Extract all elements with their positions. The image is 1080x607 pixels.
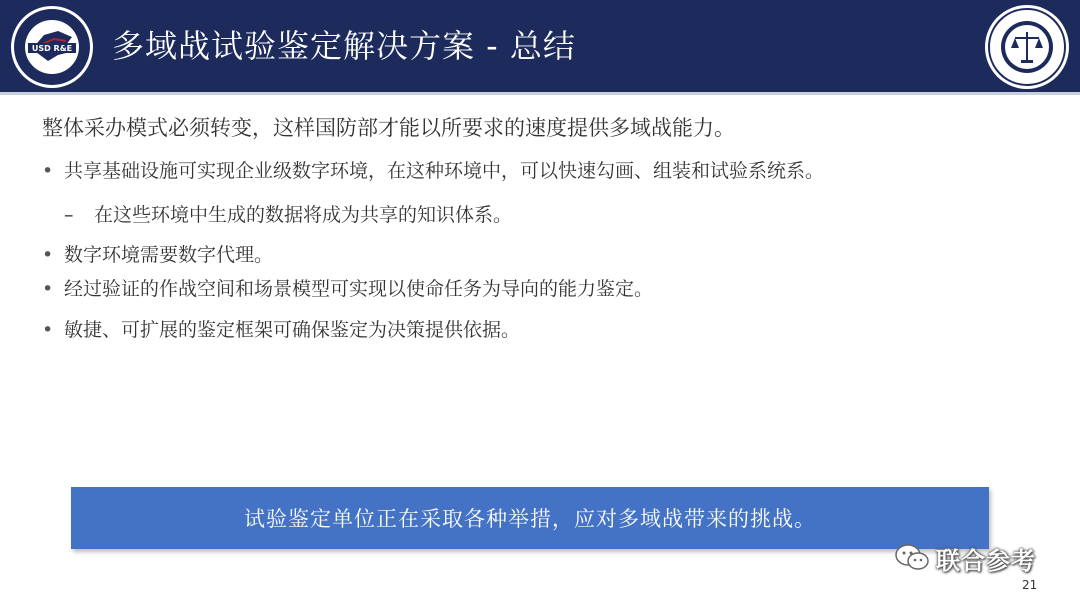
watermark-text: 联合参考 [936, 546, 1036, 575]
sub-bullet-item [64, 200, 512, 230]
dash-symbol: – [64, 204, 74, 226]
svg-text:USD R&E: USD R&E [31, 44, 73, 53]
slide-title: 多域战试验鉴定解决方案 - 总结 [112, 27, 576, 65]
bullet-item [42, 240, 273, 270]
sub-bullet-text: 在这些环境中生成的数据将成为共享的知识体系。 [94, 204, 513, 226]
lead-statement: 整体采办模式必须转变，这样国防部才能以所要求的速度提供多域战能力。 [42, 116, 735, 140]
watermark [894, 540, 1036, 576]
page-number: 21 [1022, 578, 1038, 592]
bullet-symbol: • [42, 278, 54, 300]
bullet-text: 经过验证的作战空间和场景模型可实现以使命任务为导向的能力鉴定。 [64, 278, 654, 300]
bullet-text: 数字环境需要数字代理。 [64, 244, 274, 266]
bullet-text: 敏捷、可扩展的鉴定框架可确保鉴定为决策提供依据。 [64, 319, 521, 341]
callout-text: 试验鉴定单位正在采取各种举措，应对多域战带来的挑战。 [244, 507, 816, 531]
wechat-icon [894, 543, 930, 573]
bullet-item [42, 274, 653, 304]
callout-box [71, 487, 989, 549]
bullet-item [42, 156, 824, 186]
header-divider [0, 92, 1080, 95]
usd-re-seal-logo [10, 5, 94, 89]
test-evaluation-seal-logo [984, 4, 1070, 90]
bullet-text: 共享基础设施可实现企业级数字环境，在这种环境中，可以快速勾画、组装和试验系统系。 [64, 160, 825, 182]
bullet-item [42, 315, 520, 345]
bullet-symbol: • [42, 319, 54, 341]
bullet-symbol: • [42, 160, 54, 182]
slide-header [0, 0, 1080, 92]
bullet-symbol: • [42, 244, 54, 266]
